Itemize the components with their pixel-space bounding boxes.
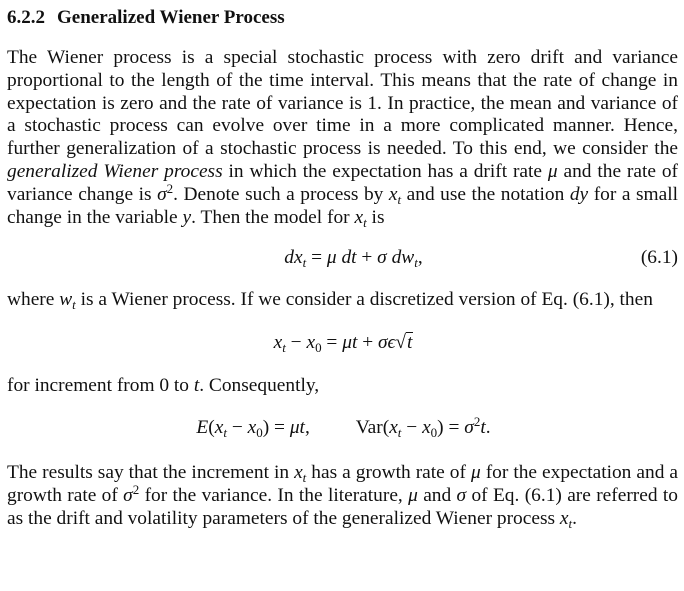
text-run: and [417, 484, 457, 506]
symbol-mu: μ [547, 160, 558, 182]
equation-moments [7, 413, 678, 442]
eq-term: μt [342, 332, 358, 354]
subscript-t: t [302, 469, 307, 485]
text-run: . Consequently, [199, 375, 320, 397]
section-title: Generalized Wiener Process [57, 7, 285, 28]
eq-operator: + [356, 247, 378, 269]
text-run: . Denote such a process by [173, 183, 389, 205]
text-run: and use the notation [401, 183, 570, 205]
symbol-mu: μ [470, 461, 481, 483]
eq-operator: ) = [262, 416, 290, 438]
eq-operator: − [226, 416, 248, 438]
equation-body [7, 246, 678, 270]
eq-term: μt [289, 416, 305, 438]
eq-operator: + [357, 332, 378, 354]
symbol-w: w [59, 289, 73, 311]
eq-term: x [422, 416, 431, 438]
eq-subscript: t [223, 424, 227, 440]
text-run: in which the expectation has a drift rate [222, 160, 548, 182]
text-run: for the expectation and a growth rate of [7, 461, 679, 506]
eq-subscript: 0 [430, 424, 438, 440]
text-run: has a growth rate of [306, 461, 471, 483]
page-content [7, 0, 678, 530]
symbol-x: x [559, 507, 569, 529]
equation-6-1 [7, 246, 678, 272]
text-run: The Wiener process is a special stochastic process with zero drift and variance proportional to the length of the time interval. This means that the rate of change in expectation is zero and the rate of variance is 1. In practice, the mean and variance of a stochastic process can evolve over time in a more complicated manner. Hence, further generalization of a stochastic process is needed. To this end, we consider the [7, 47, 678, 160]
eq-operator: − [285, 332, 307, 354]
eq-term: x [273, 332, 283, 354]
symbol-mu: μ [408, 484, 418, 506]
text-run: is a Wiener process. If we consider a discretized version of Eq. (6.1), then [75, 289, 653, 311]
eq-term: σϵ [377, 332, 396, 354]
eq-punct: ( [382, 416, 390, 438]
emphasis-term: generalized Wiener process [7, 160, 223, 182]
text-run: and the rate of variance change is [7, 160, 678, 205]
symbol-x: x [388, 183, 398, 205]
text-run: of Eq. (6.1) are referred to as the drift and volatility parameters of the generalized Wiener process [7, 484, 678, 529]
eq-term: t [480, 416, 486, 438]
exponent: 2 [166, 180, 174, 196]
symbol-t: t [193, 375, 200, 397]
eq-subscript: 0 [315, 340, 322, 356]
text-run: . Then the model for [191, 206, 355, 228]
radical-sign: √ [395, 332, 407, 354]
eq-operator: = [321, 332, 343, 354]
eq-punct: ( [208, 416, 215, 438]
eq-subscript: t [414, 255, 418, 271]
symbol-sigma: σ [157, 183, 167, 205]
section-heading [7, 0, 678, 29]
subscript-t: t [72, 297, 76, 313]
symbol-sigma: σ [456, 484, 467, 506]
eq-term: x [214, 416, 224, 438]
eq-term: μ [326, 247, 337, 269]
eq-term: x [306, 332, 316, 354]
paragraph-discretized [7, 289, 678, 312]
paragraph-results [7, 462, 678, 530]
subscript-t: t [568, 515, 573, 531]
symbol-dy: dy [569, 183, 589, 205]
symbol-sigma: σ [123, 484, 133, 506]
eq-term: dt [336, 247, 357, 269]
paragraph-intro [7, 47, 678, 229]
eq-exponent: 2 [473, 413, 481, 429]
eq-term: dw [386, 247, 415, 269]
eq-punct: . [485, 416, 491, 438]
equation-body [7, 331, 678, 355]
symbol-x: x [294, 461, 303, 483]
eq-term: σ [377, 247, 387, 269]
square-root [395, 331, 413, 355]
text-run: for increment from 0 to [7, 375, 194, 397]
subscript-t: t [363, 214, 367, 230]
eq-term: E [196, 416, 209, 438]
eq-punct: , [304, 416, 310, 438]
subscript-t: t [397, 191, 402, 207]
eq-term: σ [464, 416, 474, 438]
text-run: where [7, 289, 60, 311]
text-run: for the variance. In the literature, [139, 484, 409, 506]
symbol-x: x [354, 206, 364, 228]
eq-term: dx [284, 247, 303, 269]
eq-punct: , [417, 247, 423, 269]
eq-operator: ) = [437, 416, 465, 438]
exponent: 2 [132, 481, 140, 497]
text-run: is [366, 206, 385, 228]
eq-subscript: 0 [256, 424, 263, 440]
section-number: 6.2.2 [7, 7, 45, 28]
eq-operator: = [306, 247, 327, 269]
eq-term: x [389, 416, 398, 438]
eq-subscript: t [397, 424, 402, 440]
eq-term: x [247, 416, 257, 438]
eq-subscript: t [302, 255, 307, 271]
text-run: for a small change in the variable [7, 183, 678, 228]
symbol-y: y [182, 206, 192, 228]
equation-body [7, 413, 678, 440]
eq-subscript: t [282, 340, 286, 356]
text-run: . [572, 507, 577, 529]
text-run: The results say that the increment in [7, 461, 295, 483]
equation-discrete [7, 331, 678, 359]
radicand: t [407, 332, 413, 354]
paragraph-increment [7, 375, 678, 398]
equation-number: (6.1) [640, 247, 678, 269]
eq-term: Var [355, 416, 383, 438]
eq-operator: − [401, 416, 423, 438]
